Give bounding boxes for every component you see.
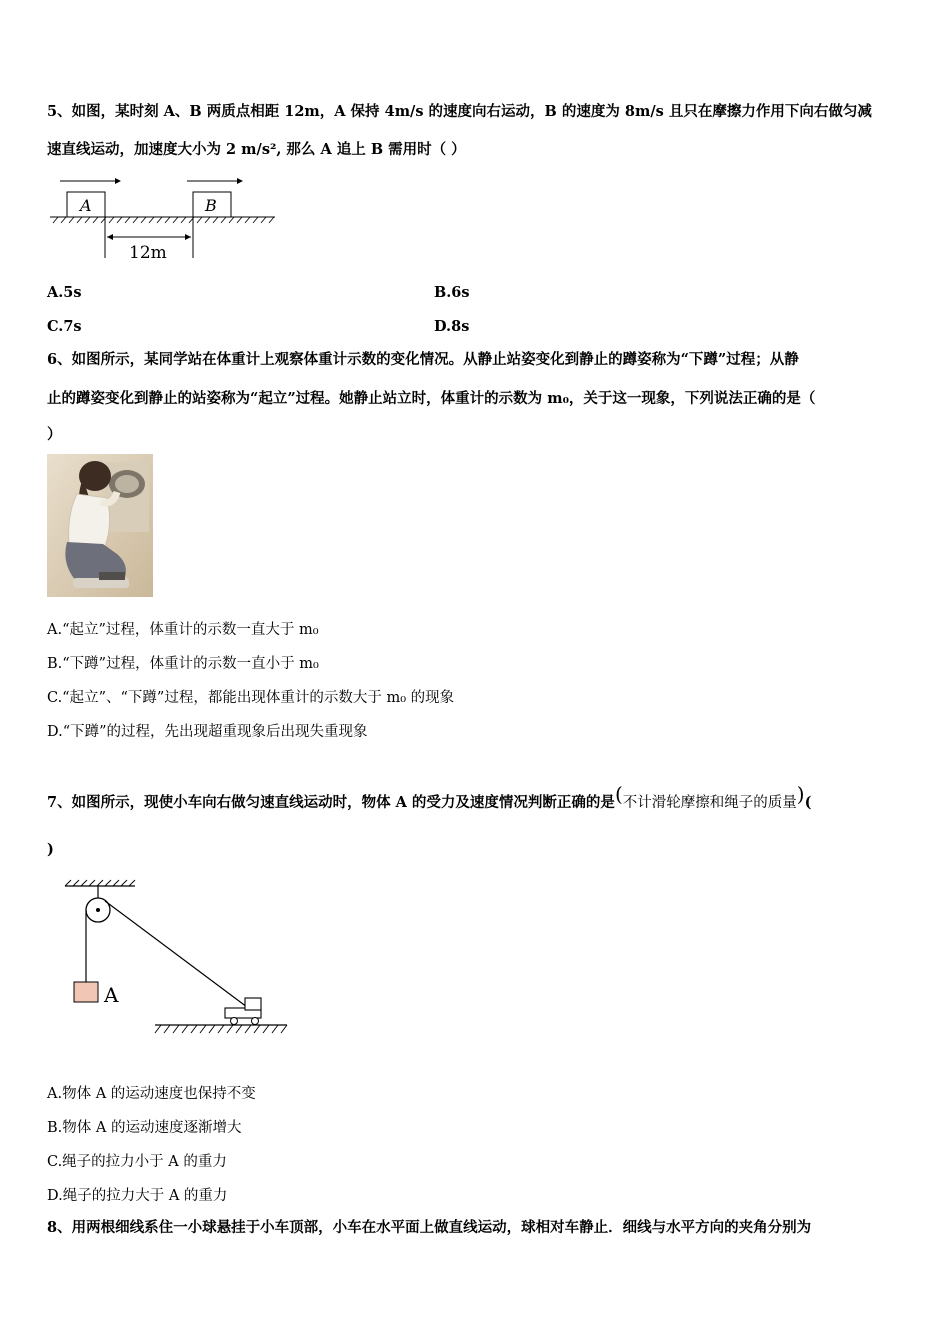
q6-text-line2: 止的蹲姿变化到静止的站姿称为“起立”过程。她静止站立时，体重计的示数为 m₀，关于这一现象，下列说法正确的是（ [47,390,816,407]
q7-option-b: B.物体 A 的运动速度逐渐增大 [47,1120,242,1136]
q5-block-b-label: B [205,196,217,215]
q7-diagram [47,870,292,1045]
q6-option-b: B.“下蹲”过程，体重计的示数一直小于 m₀ [47,656,319,672]
q7-option-c: C.绳子的拉力小于 A 的重力 [47,1154,227,1170]
q5-block-a-label: A [80,196,92,215]
q6-text-line3: ） [47,426,62,443]
q7-text-line2: ) [47,841,54,858]
q5-diagram [47,170,282,265]
q5-text-line1: 5、如图，某时刻 A、B 两质点相距 12m，A 保持 4m/s 的速度向右运动，B 的速度为 8m/s 且只在摩擦力作用下向右做匀减 [47,103,872,120]
q6-text-line1: 6、如图所示，某同学站在体重计上观察体重计示数的变化情况。从静止站姿变化到静止的蹲姿称为“下蹲”过程；从静 [47,351,799,368]
q6-photo [47,454,153,597]
q5-text-line2: 速直线运动，加速度大小为 2 m/s², 那么 A 追上 B 需用时（ ） [47,141,466,158]
q7-text-line1: 7、如图所示，现使小车向右做匀速直线运动时，物体 A 的受力及速度情况判断正确的是(不计滑轮摩擦和绳子的质量)( [47,782,812,811]
q8-text-line1: 8、用两根细线系住一小球悬挂于小车顶部，小车在水平面上做直线运动，球相对车静止．细线与水平方向的夹角分别为 [47,1219,812,1236]
q5-option-d: D.8s [434,318,470,335]
q5-option-c: C.7s [47,318,82,335]
q6-option-a: A.“起立”过程，体重计的示数一直大于 m₀ [47,622,319,638]
q5-option-a: A.5s [47,284,82,301]
q7-line1-tail: ( [804,794,812,811]
q7-stem: 7、如图所示，现使小车向右做匀速直线运动时，物体 A 的受力及速度情况判断正确的是 [47,794,615,811]
q7-block-a-label: A [104,983,119,1007]
q7-paren-note: 不计滑轮摩擦和绳子的质量 [622,795,797,811]
q7-option-a: A.物体 A 的运动速度也保持不变 [47,1086,256,1102]
q6-option-d: D.“下蹲”的过程，先出现超重现象后出现失重现象 [47,724,368,740]
q7-option-d: D.绳子的拉力大于 A 的重力 [47,1188,228,1204]
q6-option-c: C.“起立”、“下蹲”过程，都能出现体重计的示数大于 m₀ 的现象 [47,690,455,706]
q5-distance-label: 12m [129,243,167,263]
q5-option-b: B.6s [434,284,470,301]
